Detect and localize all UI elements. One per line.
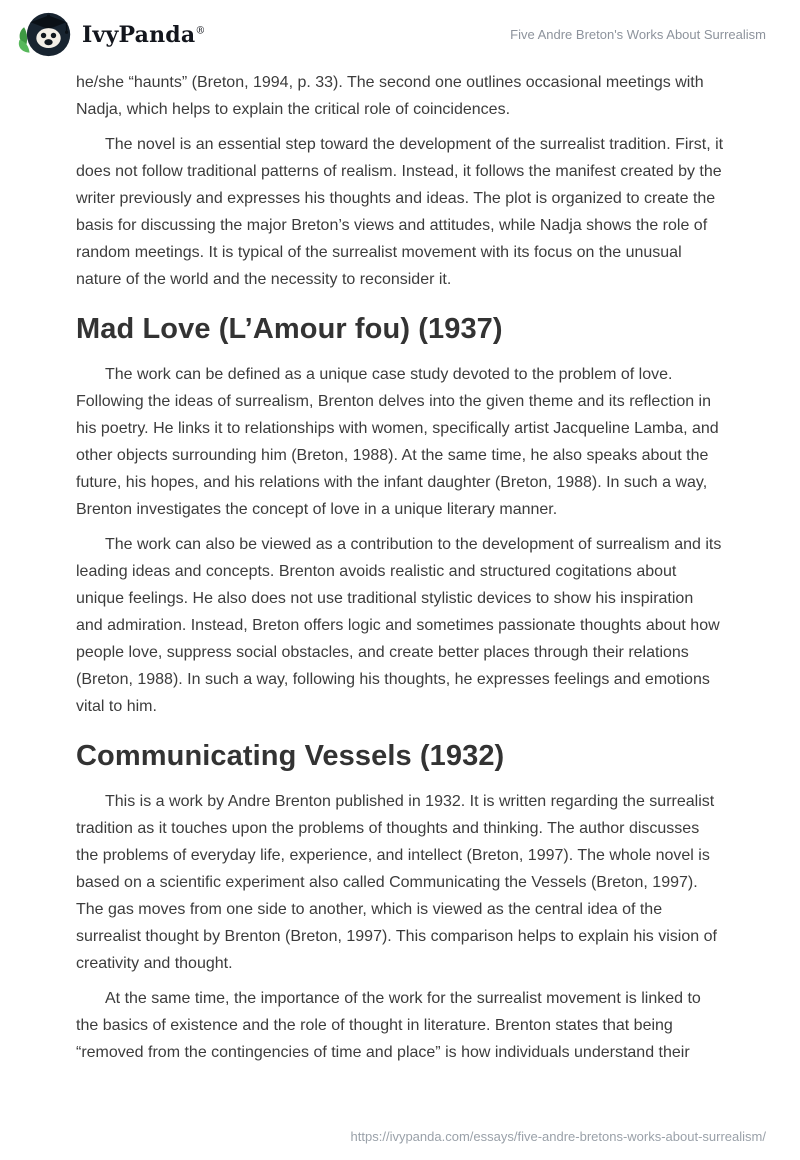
registered-trademark: ® [195, 25, 206, 37]
brand-wordmark: IvyPanda® [82, 21, 206, 48]
paragraph-nadja: The novel is an essential step toward the development of the surrealist tradition. First, it does not follow traditional patterns of realism. Instead, it follows the manifest created by the writer previously and expresses his thoughts and ideas. The plot is organized to create the basis for discussing the major Breton’s views and attitudes, while Nadja shows the role of random meetings. It is typical of the surrealist movement with its focus on the unusual nature of the world and the necessity to reconsider it. [76, 136, 724, 288]
paragraph-intro-continued: he/she “haunts” (Breton, 1994, p. 33). The second one outlines occasional meetings with Nadja, which helps to explain the critical role of coincidences. [76, 74, 704, 118]
page-header [0, 0, 800, 63]
paragraph-mad-love-2: The work can also be viewed as a contribution to the development of surrealism and its leading ideas and concepts. Brenton avoids realistic and structured cogitations about unique feelings. He also does not use traditional stylistic devices to show his inspiration and admiration. Instead, Breton offers logic and sometimes passionate thoughts about how people love, suppress social obstacles, and create better places through their relations (Breton, 1988). In such a way, following his thoughts, he expresses feelings and emotions vital to him. [76, 536, 722, 715]
paragraph-vessels-1: This is a work by Andre Brenton published in 1932. It is written regarding the surrealist tradition as it touches upon the problems of thoughts and thinking. The author discusses the problems of everyday life, experience, and intellect (Breton, 1997). The whole novel is based on a scientific experiment also called Communicating the Vessels (Breton, 1997). The gas moves from one side to another, which is viewed as the central idea of the surrealist thought by Brenton (Breton, 1997). This comparison helps to explain his vision of creativity and thought. [76, 793, 717, 972]
source-url[interactable]: https://ivypanda.com/essays/five-andre-bretons-works-about-surrealism/ [350, 1129, 766, 1144]
ivypanda-logo[interactable] [16, 10, 206, 59]
ivypanda-panda-icon [16, 10, 72, 59]
paragraph-vessels-2: At the same time, the importance of the work for the surrealist movement is linked to the basics of existence and the role of thought in literature. Brenton states that being “removed from the contingencies of time and place” is how individuals understand their [76, 990, 701, 1061]
essay-body [0, 63, 800, 1074]
section-heading-communicating-vessels: Communicating Vessels (1932) [76, 740, 505, 772]
section-heading-mad-love: Mad Love (L’Amour fou) (1937) [76, 313, 503, 345]
paragraph-mad-love-1: The work can be defined as a unique case study devoted to the problem of love. Following the ideas of surrealism, Brenton delves into the given theme and its reflection in his poetry. He links it to relationships with women, specifically artist Jacqueline Lamba, and other objects surrounding him (Breton, 1988). At the same time, he also speaks about the future, his hopes, and his relations with the infant daughter (Breton, 1988). In such a way, Brenton investigates the concept of love in a unique literary manner. [76, 366, 719, 518]
page-footer [0, 1128, 800, 1160]
document-title: Five Andre Breton's Works About Surrealism [510, 27, 766, 42]
